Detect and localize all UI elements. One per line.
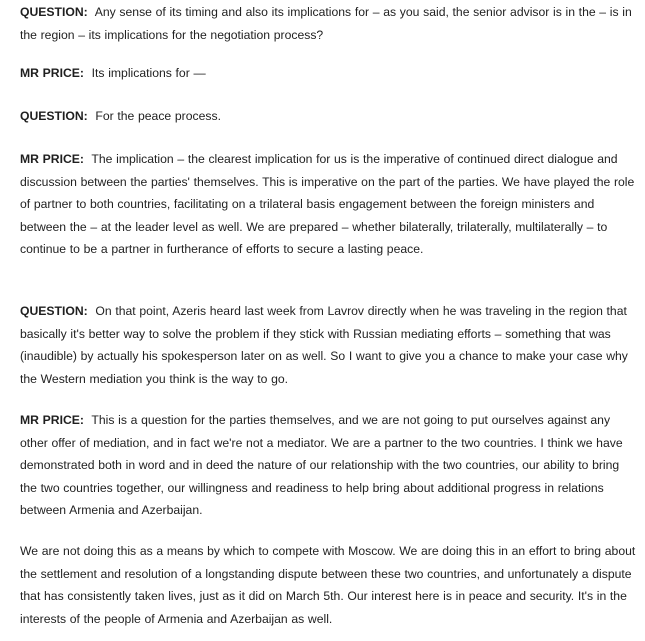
- transcript-paragraph: [20, 540, 637, 630]
- transcript-paragraph: [20, 105, 637, 128]
- paragraph-text: On that point, Azeris heard last week from Lavrov directly when he was traveling in the region that basically it's better way to solve the problem if they stick with Russian mediating efforts – something that was (inaudible) by actually his spokesperson later on as well. So I want to give you a chance to make your case why the Western mediation you think is the way to go.: [20, 304, 628, 386]
- transcript-paragraph: [20, 300, 637, 390]
- paragraph-text: For the peace process.: [95, 109, 221, 123]
- paragraph-text: The implication – the clearest implication for us is the imperative of continued direct dialogue and discussion between the parties' themselves. This is imperative on the part of the parties. We have played the role of partner to both countries, facilitating on a trilateral basis engagement between the foreign ministers and between the – at the leader level as well. We are prepared – whether bilaterally, trilaterally, multilaterally – to continue to be a partner in furtherance of efforts to secure a lasting peace.: [20, 152, 635, 257]
- transcript-paragraph: [20, 148, 637, 261]
- paragraph-text: Its implications for —: [91, 66, 206, 80]
- paragraph-text: Any sense of its timing and also its implications for – as you said, the senior advisor is in the – is in the region – its implications for the negotiation process?: [20, 5, 632, 42]
- speaker-label: MR PRICE:: [20, 66, 84, 80]
- speaker-label: MR PRICE:: [20, 413, 84, 427]
- speaker-label: QUESTION:: [20, 109, 88, 123]
- transcript-paragraph: [20, 1, 637, 46]
- speaker-label: QUESTION:: [20, 5, 88, 19]
- paragraph-text: This is a question for the parties themselves, and we are not going to put ourselves against any other offer of mediation, and in fact we're not a mediator. We are a partner to the two countries. I think we have demonstrated both in word and in deed the nature of our relationship with the two countries, our ability to bring the two countries together, our willingness and readiness to help bring about additional progress in relations between Armenia and Azerbaijan.: [20, 413, 623, 518]
- transcript-paragraph: [20, 62, 637, 85]
- paragraph-text: We are not doing this as a means by which to compete with Moscow. We are doing this in an effort to bring about the settlement and resolution of a longstanding dispute between these two countries, and unfortunately a dispute that has consistently taken lives, just as it did on March 5th. Our interest here is in peace and security. It's in the interests of the people of Armenia and Azerbaijan as well.: [20, 544, 636, 626]
- speaker-label: MR PRICE:: [20, 152, 84, 166]
- speaker-label: QUESTION:: [20, 304, 88, 318]
- transcript-paragraph: [20, 409, 637, 522]
